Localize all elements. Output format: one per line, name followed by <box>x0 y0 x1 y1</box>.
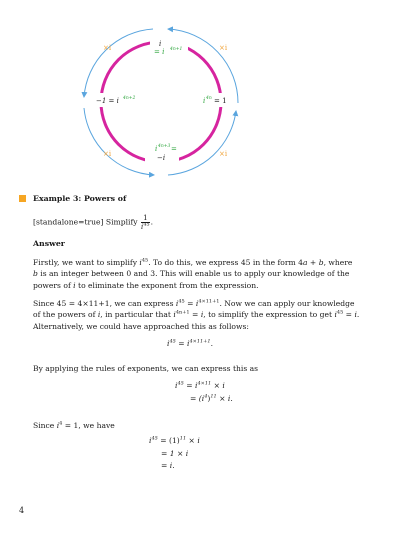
equation-3-line-3: = i. <box>161 461 175 470</box>
equation-2-line-1: $i^{45} = i^{4\times 11} \times i$ <box>175 380 225 390</box>
answer-heading: Answer <box>33 239 65 248</box>
times-i-label-bottom-right: ×i <box>219 150 228 158</box>
times-i-label-top-left: ×i <box>103 44 112 52</box>
label-bottom-eq: = <box>171 145 177 153</box>
label-top-exp: 4n+1 <box>170 47 183 52</box>
heading-marker-icon <box>19 195 26 202</box>
label-bottom-val: −i <box>157 154 166 162</box>
arrow-top-to-left <box>84 29 153 97</box>
equation-2-line-2: = $(i^4)^{11} \times i$. <box>190 393 233 403</box>
times-i-label-top-right: ×i <box>219 44 228 52</box>
arrow-left-to-bottom <box>84 108 154 175</box>
paragraph-3: By applying the rules of exponents, we can express this as <box>33 364 259 373</box>
label-top-eq: = i <box>154 48 165 56</box>
page-number: 4 <box>19 506 25 515</box>
label-right-i: i <box>203 97 206 105</box>
paragraph-2: Since 45 = 4×11+1, we can express $i^{45} = i^{4\times 11+1}$. Now we can apply our knowledge of the powers of i, in particular that $i^{4n+1} = i$, to simplify the expression to get $i^{45} = i$. Alternatively, we could have approached this as follows: <box>33 298 360 331</box>
label-left-exp: 4n+2 <box>123 96 136 101</box>
example-heading: Example 3: Powers of <box>33 194 127 203</box>
label-bottom-exp: 4n+3 <box>158 144 171 149</box>
label-right-exp: 4n <box>206 96 212 101</box>
paragraph-4: Since $i^4 = 1$, we have <box>33 420 115 430</box>
times-i-label-bottom-left: ×i <box>103 150 112 158</box>
label-bottom-i: i <box>155 145 158 153</box>
fraction-1-over-i45: $\frac{1}{i^{45}}$ <box>140 214 150 231</box>
example-prompt: [standalone=true] Simplify $\frac{1}{i^{45}}$ . <box>33 214 154 231</box>
paragraph-1: Firstly, we want to simplify $i^{45}$. To do this, we express 45 in the form 4a + b, where b is an integer between 0 and 3. This will enable us to apply our knowledge of the powers of i to eliminate the exponent from the expression. <box>33 257 353 290</box>
powers-of-i-cycle-diagram <box>0 0 400 185</box>
equation-3-line-2: = 1 × i <box>161 449 189 458</box>
label-top-i: i <box>159 40 162 48</box>
equation-3-line-1: $i^{45} = (1)^{11} \times i$ <box>149 435 200 445</box>
example-heading-row <box>19 194 126 203</box>
label-left: −1 = i <box>96 97 119 105</box>
equation-1: $i^{45} = i^{4\times 11+1}$. <box>167 338 213 348</box>
label-right-eq: = 1 <box>214 97 227 105</box>
